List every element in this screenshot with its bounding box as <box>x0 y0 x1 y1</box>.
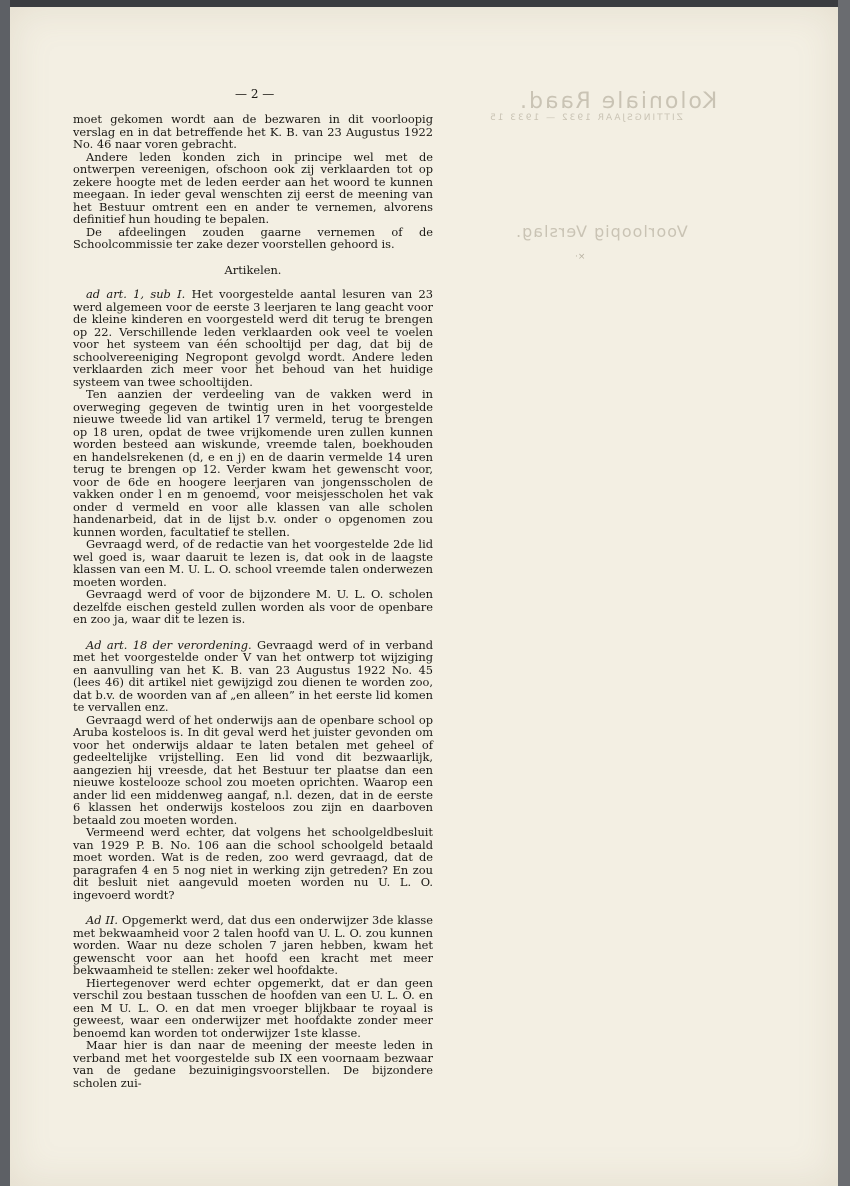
paragraph-text: Opgemerkt werd, dat dus een onderwijzer 3de klasse met bekwaamheid voor 2 talen hoofd van U. L. O. zou kunnen worden. Waar nu deze scholen 7 jaren hebben, kwam het gewenscht voor aan het hoofd een kracht met meer bekwaamheid te stellen: zeker wel hoofdakte. <box>73 913 434 977</box>
paragraph <box>73 914 433 977</box>
section-heading: Artikelen. <box>224 262 282 277</box>
scan-right-border <box>838 0 850 1186</box>
paragraph: Hiertegenover werd echter opgemerkt, dat er dan geen verschil zou bestaan tusschen de hoofden van een U. L. O. en een M U. L. O. en dat men vroeger blijkbaar te royaal is geweest, waar een onderwijzer met hoofdakte zonder meer benoemd kan worden tot onderwijzer 1ste klasse. <box>73 975 433 1040</box>
paragraph: moet gekomen wordt aan de bezwaren in dit voorloopig verslag en in dat betreffende het K. B. van 23 Augustus 1922 No. 46 naar voren gebracht. <box>73 112 433 151</box>
paragraph <box>73 639 433 714</box>
document-page <box>10 7 838 1186</box>
paragraph: Gevraagd werd of het onderwijs aan de openbare school op Aruba kosteloos is. In dit geval werd het juister gevonden om voor het onderwijs aldaar te laten betalen met geheel of gedeeltelijke vrijstelling. Een lid vond dit bezwaarlijk, aangezien hij vreesde, dat het Bestuur ter plaatse dan een nieuwe kostelooze school zou moeten oprichten. Waarop een ander lid een middenweg aangaf, n.l. dezen, dat in de eerste 6 klassen het onderwijs kosteloos zou zijn en daarboven betaald zou moeten worden. <box>73 712 433 827</box>
paragraph: Vermeend werd echter, dat volgens het schoolgeldbesluit van 1929 P. B. No. 106 aan die school schoolgeld betaald moet worden. Wat is de reden, zoo werd gevraagd, dat de paragrafen 4 en 5 nog niet in werking zijn getreden? En zou dit besluit niet aangevuld moeten worden nu U. L. O. ingevoerd wordt? <box>73 825 433 902</box>
bleed-through-mark: ·× <box>575 252 586 262</box>
paragraph: Ten aanzien der verdeeling van de vakken werd in overweging gegeven de twintig uren in het voorgestelde nieuwe tweede lid van artikel 17 vermeld, terug te brengen op 18 uren, opdat de twee vrijkomende uren zullen kunnen worden besteed aan wiskunde, vreemde talen, boekhouden en handelsrekenen (d, e en j) en de daarin vermelde 14 uren terug te brengen op 12. Verder kwam het gewenscht voor, voor de 6de en hoogere leerjaren van jongensscholen de vakken onder l en m genoemd, voor meisjesscholen het vak onder d vermeld en voor alle klassen van alle scholen handenarbeid, dat in de lijst b.v. onder o opgenomen zou kunnen worden, facultatief te stellen. <box>73 387 433 539</box>
paragraph <box>73 288 433 388</box>
bleed-through-subtitle: ZITTINGSJAAR 1932 — 1933 15 <box>488 113 683 123</box>
text-column <box>73 113 433 1089</box>
bleed-through-report: Voorloopig Verslag. <box>515 222 688 241</box>
paragraph: De afdeelingen zouden gaarne vernemen of de Schoolcommissie ter zake dezer voorstellen gehoord is. <box>73 224 433 251</box>
paragraph: Gevraagd werd, of de redactie van het voorgestelde 2de lid wel goed is, waar daaruit te lezen is, dat ook in de laagste klassen van een M. U. L. O. school vreemde talen onderwezen moeten worden. <box>73 537 433 589</box>
article-label: Ad art. 18 der verordening. <box>86 637 252 652</box>
page-number: — 2 — <box>235 87 275 101</box>
paragraph: Maar hier is dan naar de meening der meeste leden in verband met het voorgestelde sub IX een voornaam bezwaar van de gedane bezuinigingsvoorstellen. De bijzondere scholen zui- <box>73 1038 433 1090</box>
scan-left-border <box>0 0 10 1186</box>
paragraph-text: Gevraagd werd of in verband met het voorgestelde onder V van het ontwerp tot wijziging en aanvulling van het K. B. van 23 Augustus 1922 No. 45 (lees 46) dit artikel niet gewijzigd zou dienen te worden zoo, dat b.v. de woorden van af „en alleen” in het eerste lid komen te vervallen enz. <box>73 637 434 714</box>
bleed-through-title: Koloniale Raad. <box>518 89 718 114</box>
scan-top-border <box>0 0 850 7</box>
paragraph: Andere leden konden zich in principe wel met de ontwerpen vereenigen, ofschoon ook zij verklaarden tot op zekere hoogte met de leden eerder aan het woord te kunnen meegaan. In ieder geval wenschten zij eerst de meening van het Bestuur omtrent een en ander te vernemen, alvorens definitief hun houding te bepalen. <box>73 149 433 226</box>
paragraph: Gevraagd werd of voor de bijzondere M. U. L. O. scholen dezelfde eischen gesteld zullen worden als voor de openbare en zoo ja, waar dit te lezen is. <box>73 587 433 626</box>
article-label: Ad II. <box>86 913 119 927</box>
paragraph-text: Het voorgestelde aantal lesuren van 23 werd algemeen voor de eerste 3 leerjaren te lang geacht voor de kleine kinderen en voorgesteld werd dit terug te brengen op 22. Verschillende leden verklaarden ook veel te voelen voor het systeem van één schooltijd per dag, dat bij de schoolvereeniging Negropont gevolgd wordt. Andere leden verklaarden zich meer voor het behoud van het huidige systeem van twee schooltijden. <box>73 287 433 389</box>
article-label: ad art. 1, sub I. <box>86 287 186 301</box>
